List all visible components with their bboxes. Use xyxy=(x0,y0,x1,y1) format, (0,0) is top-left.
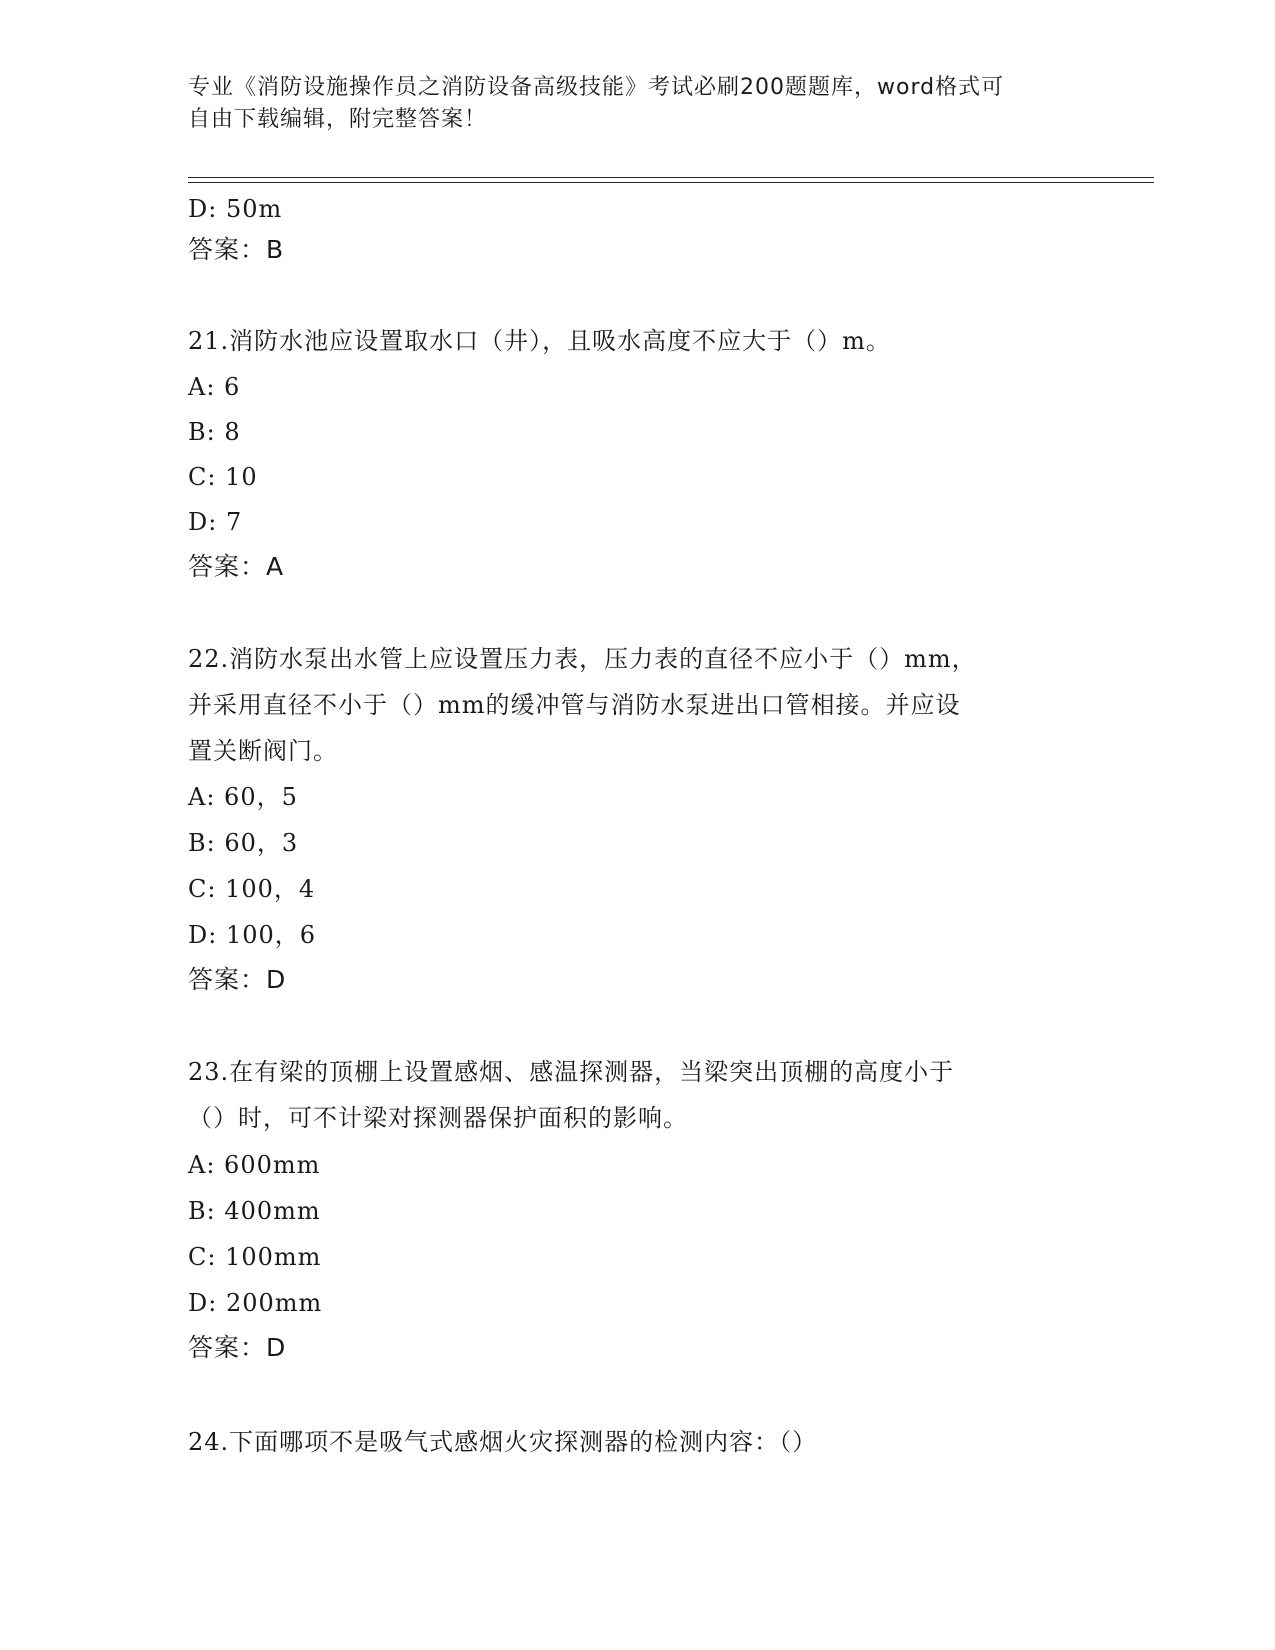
q24-stem-line-1: 24.下面哪项不是吸气式感烟火灾探测器的检测内容：（） xyxy=(188,1428,818,1456)
header-divider-bottom xyxy=(188,182,1154,183)
q22-stem-line-2: 并采用直径不小于（）mm的缓冲管与消防水泵进出口管相接。并应设 xyxy=(188,691,961,719)
q23-stem-line-2: （）时，可不计梁对探测器保护面积的影响。 xyxy=(188,1104,688,1132)
q23-option-a: A: 600mm xyxy=(188,1151,321,1179)
q21-answer: 答案：A xyxy=(188,552,285,581)
header-line-2: 自由下载编辑，附完整答案！ xyxy=(188,107,488,132)
q22-stem-line-3: 置关断阀门。 xyxy=(188,737,338,765)
q21-option-d: D: 7 xyxy=(188,508,243,536)
q23-option-d: D: 200mm xyxy=(188,1289,323,1317)
q23-option-b: B: 400mm xyxy=(188,1197,321,1225)
q21-option-a: A: 6 xyxy=(188,373,241,401)
document-header xyxy=(188,72,1068,136)
q23-option-c: C: 100mm xyxy=(188,1243,322,1271)
q22-stem-line-1: 22.消防水泵出水管上应设置压力表，压力表的直径不应小于（）mm， xyxy=(188,645,977,673)
q21-option-c: C: 10 xyxy=(188,463,258,491)
q22-option-c: C: 100，4 xyxy=(188,875,316,903)
q23-stem-line-1: 23.在有梁的顶棚上设置感烟、感温探测器，当梁突出顶棚的高度小于 xyxy=(188,1058,955,1086)
q23-answer: 答案：D xyxy=(188,1333,287,1362)
header-line-1: 专业《消防设施操作员之消防设备高级技能》考试必刷200题题库，word格式可 xyxy=(188,75,1005,100)
q21-stem-line-1: 21.消防水池应设置取水口（井），且吸水高度不应大于（）m。 xyxy=(188,327,891,355)
q22-option-d: D: 100，6 xyxy=(188,921,317,949)
prev-option-d: D: 50m xyxy=(188,195,283,223)
q22-answer: 答案：D xyxy=(188,965,287,994)
q22-option-a: A: 60，5 xyxy=(188,783,298,811)
header-divider-top xyxy=(188,177,1154,178)
prev-answer: 答案：B xyxy=(188,235,285,264)
q21-option-b: B: 8 xyxy=(188,418,241,446)
q22-option-b: B: 60，3 xyxy=(188,829,299,857)
